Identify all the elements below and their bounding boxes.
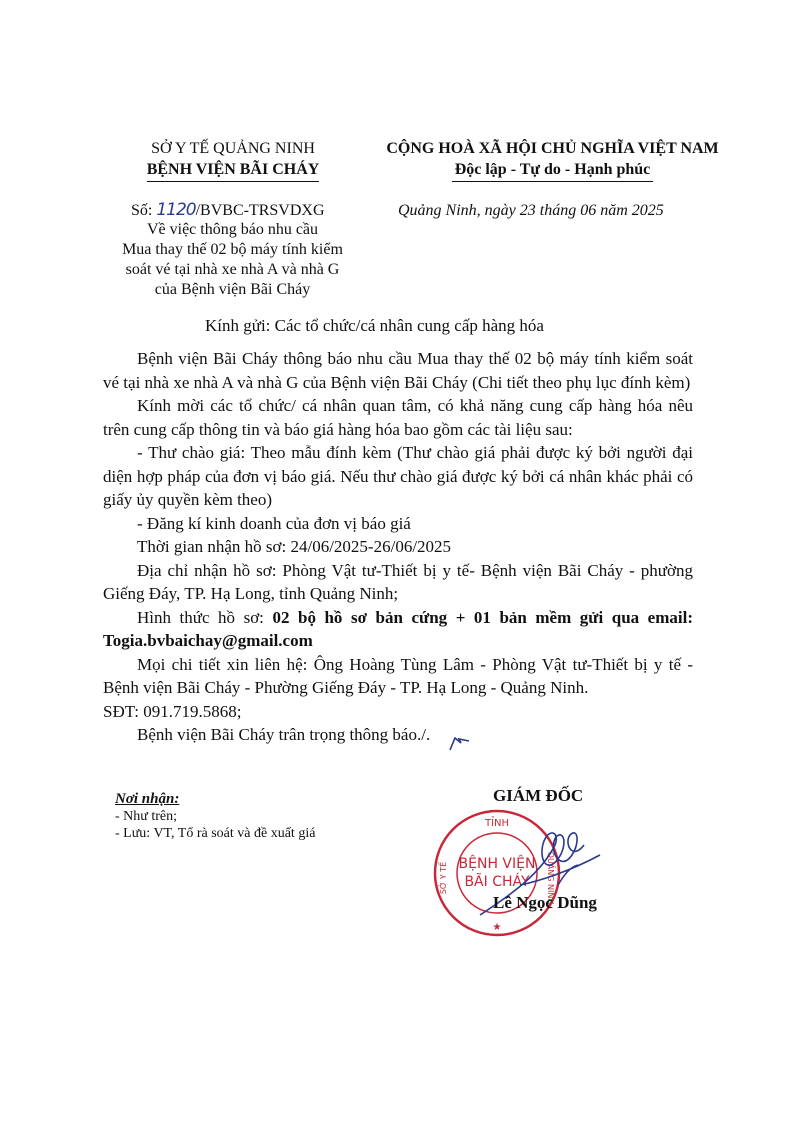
national-header	[355, 138, 750, 182]
body-paragraph: - Thư chào giá: Theo mẫu đính kèm (Thư chào giá phải được ký bởi người đại diện hợp pháp của đơn vị báo giá. Nếu thư chào giá được ký bởi cá nhân khác phải có giấy ủy quyền kèm theo)	[103, 443, 693, 509]
initial-mark-icon	[447, 737, 473, 751]
issuer-header	[108, 138, 358, 182]
seal-text: BÃI CHÁY	[464, 874, 530, 890]
subject-line: Về việc thông báo nhu cầu	[146, 221, 319, 238]
seal-text: TỈNH	[484, 818, 510, 829]
submission-format-value: 02 bộ hồ sơ bản cứng + 01 bản mềm gửi qua email: Togia.bvbaichay@gmail.com	[103, 607, 694, 650]
body-paragraph: Mọi chi tiết xin liên hệ: Ông Hoàng Tùng Lâm - Phòng Vật tư-Thiết bị y tế - Bệnh viện Bãi Cháy - Phường Giếng Đáy - TP. Hạ Long - Quảng Ninh.	[103, 654, 693, 697]
recipients-block	[115, 791, 345, 842]
body-paragraph: - Đăng kí kinh doanh của đơn vị báo giá	[137, 513, 411, 533]
hospital-name: BỆNH VIỆN BÃI CHÁY	[147, 159, 320, 182]
subject-line: soát vé tại nhà xe nhà A và nhà G	[125, 261, 340, 278]
document-subject	[120, 220, 345, 300]
seal-text: QUẢNG NINH	[546, 851, 555, 905]
seal-text: BỆNH VIỆN	[458, 856, 536, 872]
department-name: SỞ Y TẾ QUẢNG NINH	[151, 140, 315, 157]
recipients-title: Nơi nhận:	[115, 791, 180, 807]
signer-position: GIÁM ĐỐC	[493, 786, 584, 805]
seal-text: SỞ Y TẾ	[439, 861, 448, 895]
nation-title: CỘNG HOÀ XÃ HỘI CHỦ NGHĨA VIỆT NAM	[386, 140, 719, 157]
phone-line: SĐT: 091.719.5868;	[103, 701, 242, 721]
svg-text:★: ★	[492, 922, 502, 933]
body-paragraph: Bệnh viện Bãi Cháy thông báo nhu cầu Mua thay thế 02 bộ máy tính kiểm soát vé tại nhà xe nhà A và nhà G của Bệnh viện Bãi Cháy (Chi tiết theo phụ lục đính kèm)	[103, 349, 693, 392]
subject-line: Mua thay thế 02 bộ máy tính kiểm	[122, 241, 343, 258]
body-paragraph: Địa chỉ nhận hồ sơ: Phòng Vật tư-Thiết bị y tế- Bệnh viện Bãi Cháy - phường Giếng Đáy, TP. Hạ Long, tỉnh Quảng Ninh;	[103, 560, 693, 603]
issue-date: Quảng Ninh, ngày 23 tháng 06 năm 2025	[398, 202, 664, 219]
document-number	[131, 200, 325, 220]
handwritten-number: 1120	[156, 200, 196, 220]
national-motto: Độc lập - Tự do - Hạnh phúc	[452, 159, 654, 182]
signer-name: Lê Ngọc Dũng	[493, 893, 597, 912]
recipients-item: - Lưu: VT, Tổ rà soát và đề xuất giá	[115, 826, 316, 841]
body-paragraph	[103, 606, 693, 653]
subject-line: của Bệnh viện Bãi Cháy	[154, 281, 311, 298]
document-number-prefix: Số:	[131, 202, 157, 219]
body-paragraph: Thời gian nhận hồ sơ: 24/06/2025-26/06/2025	[137, 537, 452, 556]
document-body	[103, 347, 693, 747]
body-paragraph: Kính mời các tổ chức/ cá nhân quan tâm, có khả năng cung cấp hàng hóa nêu trên cung cấp thông tin và báo giá hàng hóa bao gồm các tài liệu sau:	[103, 396, 693, 439]
closing-line: Bệnh viện Bãi Cháy trân trọng thông báo./.	[137, 725, 431, 744]
submission-format-label: Hình thức hồ sơ:	[137, 607, 273, 627]
recipient-line: Kính gửi: Các tổ chức/cá nhân cung cấp hàng hóa	[205, 316, 544, 335]
document-number-code: /BVBC-TRSVDXG	[195, 202, 325, 219]
recipients-item: - Như trên;	[115, 809, 178, 824]
